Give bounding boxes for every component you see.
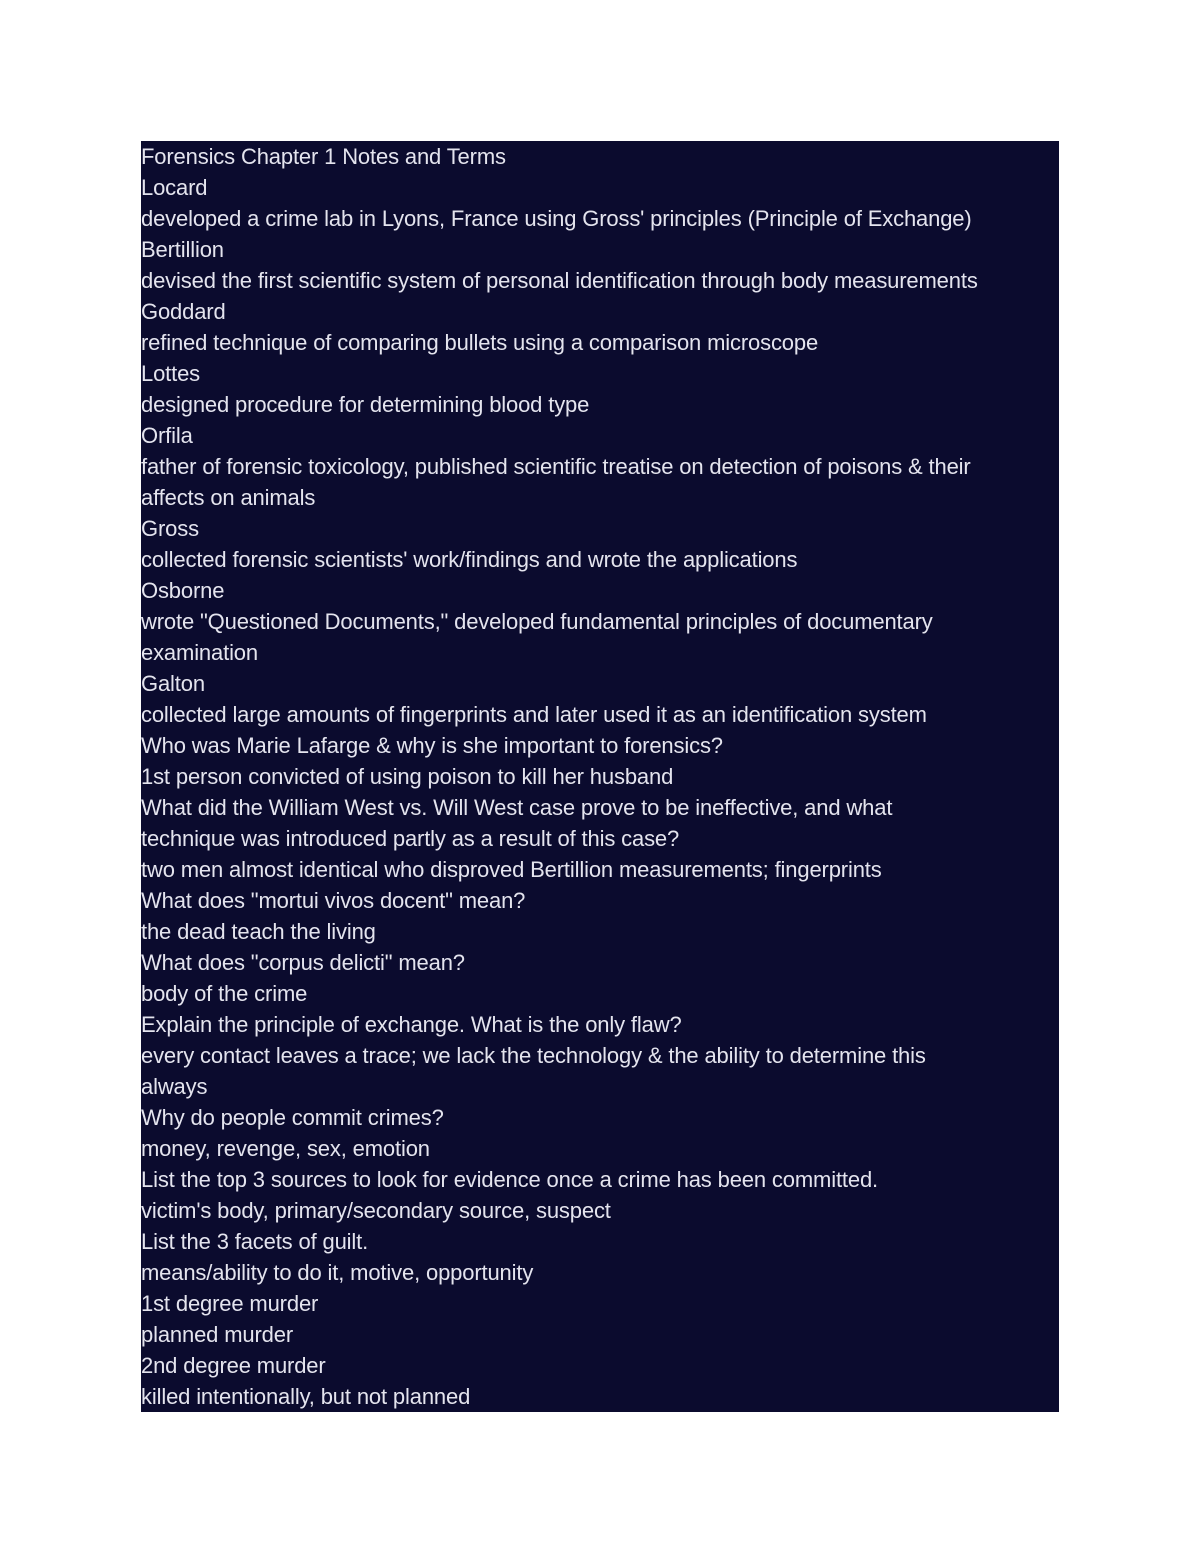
definition-osborne: wrote "Questioned Documents," developed fundamental principles of documentary: [141, 609, 933, 634]
definition-first-degree-murder: planned murder: [141, 1322, 293, 1347]
definition-goddard: refined technique of comparing bullets using a comparison microscope: [141, 330, 819, 355]
definition-orfila-continued: affects on animals: [141, 485, 316, 510]
question-west-case-continued: technique was introduced partly as a result of this case?: [141, 826, 680, 851]
answer-facets-of-guilt: means/ability to do it, motive, opportunity: [141, 1260, 534, 1285]
term-lottes: Lottes: [141, 361, 201, 386]
question-west-case: What did the William West vs. Will West case prove to be ineffective, and what: [141, 795, 893, 820]
answer-principle-of-exchange: every contact leaves a trace; we lack the technology & the ability to determine this: [141, 1043, 926, 1068]
definition-lottes: designed procedure for determining blood type: [141, 392, 590, 417]
term-locard: Locard: [141, 175, 208, 200]
definition-orfila: father of forensic toxicology, published scientific treatise on detection of poisons & their: [141, 454, 971, 479]
definition-bertillion: devised the first scientific system of personal identification through body measurements: [141, 268, 978, 293]
notes-text-block: [141, 141, 1059, 1412]
term-goddard: Goddard: [141, 299, 226, 324]
answer-principle-of-exchange-continued: always: [141, 1074, 208, 1099]
term-galton: Galton: [141, 671, 205, 696]
question-why-crimes: Why do people commit crimes?: [141, 1105, 444, 1130]
answer-corpus-delicti: body of the crime: [141, 981, 308, 1006]
term-first-degree-murder: 1st degree murder: [141, 1291, 319, 1316]
definition-osborne-continued: examination: [141, 640, 258, 665]
answer-evidence-sources: victim's body, primary/secondary source, suspect: [141, 1198, 611, 1223]
answer-mortui-vivos-docent: the dead teach the living: [141, 919, 376, 944]
answer-marie-lafarge: 1st person convicted of using poison to kill her husband: [141, 764, 674, 789]
term-bertillion: Bertillion: [141, 237, 224, 262]
term-second-degree-murder: 2nd degree murder: [141, 1353, 326, 1378]
answer-why-crimes: money, revenge, sex, emotion: [141, 1136, 430, 1161]
question-facets-of-guilt: List the 3 facets of guilt.: [141, 1229, 369, 1254]
document-title: Forensics Chapter 1 Notes and Terms: [141, 144, 506, 169]
term-gross: Gross: [141, 516, 199, 541]
question-marie-lafarge: Who was Marie Lafarge & why is she important to forensics?: [141, 733, 723, 758]
definition-locard: developed a crime lab in Lyons, France using Gross' principles (Principle of Exchange): [141, 206, 972, 231]
definition-second-degree-murder: killed intentionally, but not planned: [141, 1384, 471, 1409]
question-mortui-vivos-docent: What does "mortui vivos docent" mean?: [141, 888, 526, 913]
question-corpus-delicti: What does "corpus delicti" mean?: [141, 950, 465, 975]
question-principle-of-exchange: Explain the principle of exchange. What is the only flaw?: [141, 1012, 682, 1037]
definition-galton: collected large amounts of fingerprints and later used it as an identification system: [141, 702, 927, 727]
definition-gross: collected forensic scientists' work/findings and wrote the applications: [141, 547, 798, 572]
term-osborne: Osborne: [141, 578, 225, 603]
term-orfila: Orfila: [141, 423, 193, 448]
question-evidence-sources: List the top 3 sources to look for evidence once a crime has been committed.: [141, 1167, 878, 1192]
answer-west-case: two men almost identical who disproved Bertillion measurements; fingerprints: [141, 857, 882, 882]
